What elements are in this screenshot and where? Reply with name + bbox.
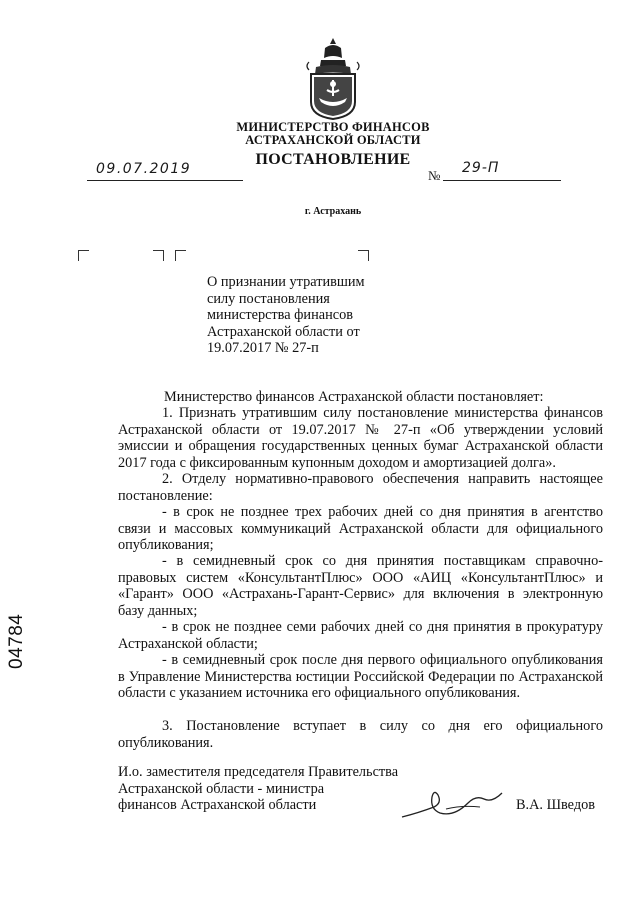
- signatory-name: В.А. Шведов: [516, 797, 596, 813]
- title-line: Астраханской области от: [207, 323, 360, 340]
- corner-mark: [153, 250, 164, 261]
- corner-mark: [175, 250, 186, 261]
- position-line: финансов Астраханской области: [118, 797, 317, 813]
- position-line: И.о. заместителя председателя Правительства: [118, 764, 399, 780]
- ministry-line-1: МИНИСТЕРСТВО ФИНАНСОВ: [236, 120, 430, 134]
- title-line: силу постановления: [207, 290, 330, 307]
- coat-of-arms-emblem: [303, 36, 363, 120]
- number-line: [443, 163, 561, 181]
- body-item-2: 2. Отделу нормативно-правового обеспечения направить настоящее постановление:: [118, 471, 603, 504]
- city: г. Астрахань: [304, 206, 362, 217]
- title-line: О признании утратившим: [207, 274, 365, 290]
- number-sign: №: [428, 168, 441, 183]
- handwritten-date: 09.07.2019: [96, 161, 192, 177]
- ministry-name: [180, 121, 486, 147]
- title-line: 19.07.2017 № 27-п: [207, 340, 319, 356]
- body-subitem-4: - в семидневный срок после дня первого официального опубликования в Управление Министерства юстиции Российской Федерации по Астраханской области с указанием источника его официального опубликования.: [118, 652, 603, 701]
- body-intro: Министерство финансов Астраханской области постановляет:: [164, 389, 544, 405]
- document-title: [207, 274, 377, 357]
- body-subitem-3: - в срок не позднее семи рабочих дней со дня принятия в прокуратуру Астраханской области;: [118, 619, 603, 652]
- corner-mark: [358, 250, 369, 261]
- document-type: ПОСТАНОВЛЕНИЕ: [255, 151, 411, 168]
- body-item-3: 3. Постановление вступает в силу со дня его официального опубликования.: [118, 718, 603, 751]
- signatory-position: [118, 764, 418, 814]
- corner-mark: [78, 250, 89, 261]
- side-registration-number: 04784: [6, 613, 27, 669]
- handwritten-number: 29-П: [462, 160, 500, 176]
- body-subitem-1: - в срок не позднее трех рабочих дней со дня принятия в агентство связи и массовых коммуникаций Астраханской области для официального опубликования;: [118, 504, 603, 553]
- body-item-1: 1. Признать утратившим силу постановление министерства финансов Астраханской области от 19.07.2017 № 27-п «Об утверждении условий эмиссии и обращения государственных ценных бумаг Астраханской области 2017 года с фиксированным купонным доходом и амортизацией долга».: [118, 405, 603, 471]
- title-line: министерства финансов: [207, 307, 353, 323]
- ministry-line-2: АСТРАХАНСКОЙ ОБЛАСТИ: [245, 133, 421, 147]
- body-subitem-2: - в семидневный срок со дня принятия поставщикам справочно-правовых систем «КонсультантПлюс» ООО «АИЦ «КонсультантПлюс» и «Гарант» ООО «Астрахань-Гарант-Сервис» для включения в электронную базу данных;: [118, 553, 603, 619]
- handwritten-signature: [398, 783, 506, 823]
- position-line: Астраханской области - министра: [118, 780, 325, 797]
